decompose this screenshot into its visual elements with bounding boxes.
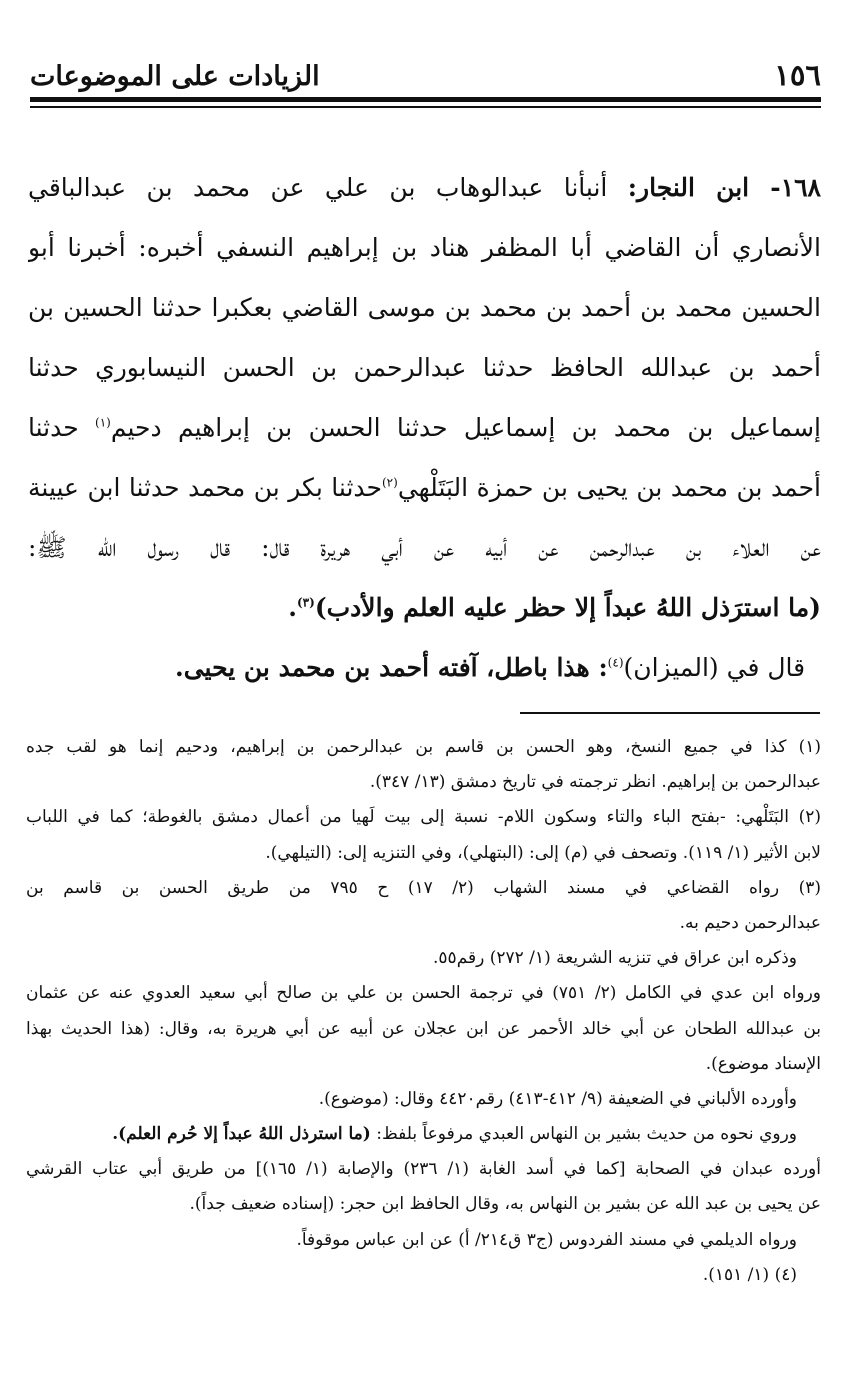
footnote-line: أورده عبدان في الصحابة [كما في أسد الغابة (١/ ٢٣٦) والإصابة (١/ ١٦٥)] من طريق أبي عتاب القرشي <box>26 1159 821 1180</box>
footnote-line: الإسناد موضوع). <box>705 1053 821 1074</box>
text-span: أحمد بن محمد بن يحيى بن حمزة البَتَلْهي <box>397 473 821 502</box>
text-span: حدثنا <box>28 413 79 442</box>
footnote-line: عبدالرحمن دحيم به. <box>679 912 821 933</box>
verdict-text: : هذا باطل، آفته أحمد بن محمد بن يحيى. <box>175 653 608 682</box>
text-line <box>28 638 821 698</box>
text-span: حدثنا بكر بن محمد حدثنا ابن عيينة <box>28 473 382 502</box>
header-rule-thin <box>30 106 821 108</box>
text-span: وروي نحوه من حديث بشير بن النهاس العبدي مرفوعاً بلفظ: <box>376 1124 797 1145</box>
text-span: قال في (الميزان) <box>623 653 806 682</box>
header-rule-thick <box>30 97 821 102</box>
text-line: عن العلاء بن عبدالرحمن عن أبيه عن أبي هريرة قال: قال رسول الله ﷺ: <box>28 533 821 562</box>
footnote-line: عبدالرحمن بن إبراهيم. انظر ترجمته في تاريخ دمشق (١٣/ ٣٤٧). <box>369 772 821 793</box>
text-line: الحسين محمد بن أحمد بن محمد بن موسى القاضي بعكبرا حدثنا الحسين بن <box>28 293 821 322</box>
footnote-line: عن يحيى بن عبد الله عن بشير بن النهاس به، وقال الحافظ ابن حجر: (إسناده ضعيف جداً). <box>189 1194 821 1215</box>
footnote-line: وذكره ابن عراق في تنزيه الشريعة (١/ ٢٧٢) رقم٥٥. <box>433 948 797 969</box>
text-line: أحمد بن عبدالله الحافظ حدثنا عبدالرحمن بن الحسن النيسابوري حدثنا <box>28 353 821 382</box>
footnote-ref: (٤) <box>607 655 624 670</box>
footnote-line: ورواه الديلمي في مسند الفردوس (ج٣ ق٢١٤/ أ) عن ابن عباس موقوفاً. <box>296 1229 797 1250</box>
footnote-line <box>26 1117 821 1152</box>
footnote-ref: (١) <box>95 415 111 430</box>
footnote-line: ورواه ابن عدي في الكامل (٢/ ٧٥١) في ترجمة الحسن بن علي بن صالح أبي سعيد العدوي عنه عن عثمان <box>26 983 821 1004</box>
text-span: (ما استرَذل اللهُ عبداً إلا حظر عليه العلم والأدب) <box>314 593 821 622</box>
footnote-line: بن عبدالله الطحان عن أبي خالد الأحمر عن ابن عجلان عن أبيه عن أبي هريرة به، وقال: (هذا الحديث بهذا <box>26 1018 821 1039</box>
running-title: الزيادات على الموضوعات <box>30 61 320 92</box>
footnote-ref: (٢) <box>381 475 398 490</box>
hadith-text: (ما استرَذل اللهُ عبداً إلا حظر عليه العلم والأدب)$^{(٣)}$. <box>288 593 821 622</box>
text-line <box>28 158 821 218</box>
footnote-line: (٣) رواه القضاعي في مسند الشهاب (٢/ ١٧) ح ٧٩٥ من طريق الحسن بن قاسم بن <box>26 877 821 898</box>
footnote-line: وأورده الألباني في الضعيفة (٩/ ٤١٢-٤١٣) رقم٤٤٢٠ وقال: (موضوع). <box>318 1088 797 1109</box>
main-text <box>28 158 821 698</box>
text-line <box>28 458 821 518</box>
text-span: أنبأنا عبدالوهاب بن علي عن محمد بن عبدالباقي <box>28 173 608 202</box>
footnote-ref: (٣) <box>296 595 315 610</box>
footnote-line: (١) كذا في جميع النسخ، وهو الحسن بن قاسم بن عبدالرحمن بن إبراهيم، ودحيم إنما هو لقب جده <box>26 737 821 757</box>
footnote-separator <box>520 712 820 714</box>
footnote-line: (٢) البَتَلْهي: -بفتح الباء والتاء وسكون اللام- نسبة إلى بيت لَهيا من أعمال دمشق بالغوطة؛ كما في اللباب <box>26 807 821 828</box>
page-number: ١٥٦ <box>774 58 821 92</box>
text-line: الأنصاري أن القاضي أبا المظفر هناد بن إبراهيم النسفي أخبره: أخبرنا أبو <box>28 233 821 262</box>
quoted-hadith: (ما استرذل اللهُ عبداً إلا حُرم العلم). <box>112 1124 371 1145</box>
footnote-line: (٤) (١/ ١٥١). <box>702 1264 797 1285</box>
text-line <box>28 398 821 458</box>
hadith-number: ١٦٨- ابن النجار: <box>627 173 821 202</box>
footnote-line: لابن الأثير (١/ ١١٩). وتصحف في (م) إلى: (البتهلي)، وفي التنزيه إلى: (التيلهي). <box>265 842 821 863</box>
page-header <box>30 48 821 92</box>
text-span: إسماعيل بن محمد بن إسماعيل حدثنا الحسن بن إبراهيم دحيم <box>110 413 821 442</box>
footnotes <box>26 730 821 1293</box>
